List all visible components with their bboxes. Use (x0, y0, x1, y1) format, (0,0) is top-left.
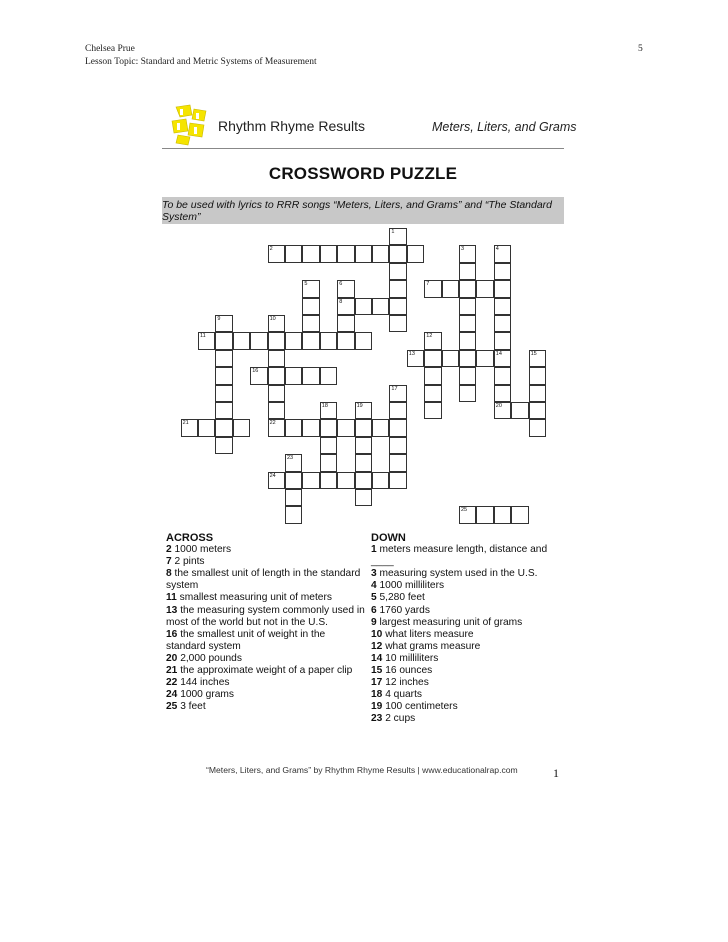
clue-text: 1000 meters (174, 544, 232, 556)
crossword-cell[interactable] (198, 332, 215, 349)
crossword-cell[interactable] (320, 437, 337, 454)
clue-item (371, 544, 561, 568)
clue-number: 7 (166, 556, 172, 568)
crossword-cell[interactable] (233, 332, 250, 349)
clue-item (371, 568, 561, 580)
clue-text: 1000 milliliters (379, 580, 445, 592)
cell-number: 13 (408, 350, 415, 357)
crossword-cell[interactable] (320, 367, 337, 384)
clue-item (166, 568, 366, 592)
clue-number: 4 (371, 580, 377, 592)
crossword-cell[interactable] (285, 245, 302, 262)
clue-item (166, 701, 366, 713)
crossword-cell[interactable] (215, 419, 232, 436)
clue-number: 1 (371, 544, 377, 556)
clue-item (371, 617, 561, 629)
clue-item (371, 713, 561, 725)
crossword-cell[interactable] (302, 298, 319, 315)
cell-number: 14 (495, 350, 502, 357)
clue-number: 22 (166, 677, 178, 689)
crossword-cell[interactable] (355, 298, 372, 315)
cell-number: 9 (217, 316, 221, 322)
clue-item (166, 665, 366, 677)
puzzle-title: CROSSWORD PUZZLE (268, 164, 458, 183)
crossword-cell[interactable] (389, 298, 406, 315)
clue-text: 12 inches (385, 677, 429, 689)
cell-number: 2 (269, 246, 273, 253)
crossword-cell[interactable] (459, 245, 476, 262)
crossword-cell[interactable] (494, 402, 511, 419)
clue-item (371, 605, 561, 617)
crossword-cell[interactable] (268, 350, 285, 367)
crossword-cell[interactable] (337, 419, 354, 436)
clue-text: 100 centimeters (385, 701, 458, 713)
clue-text: what liters measure (385, 628, 474, 640)
crossword-cell[interactable] (424, 402, 441, 419)
clue-item (166, 592, 366, 604)
clue-text: 2 cups (385, 713, 416, 725)
clue-item (166, 556, 366, 568)
crossword-cell[interactable] (494, 280, 511, 297)
crossword-cell[interactable] (181, 419, 198, 436)
crossword-cell[interactable] (355, 489, 372, 506)
clue-number: 25 (166, 701, 178, 713)
crossword-cell[interactable] (302, 245, 319, 262)
crossword-cell[interactable] (494, 332, 511, 349)
cell-number: 16 (252, 368, 259, 375)
crossword-cell[interactable] (407, 350, 424, 367)
clue-item (371, 665, 561, 677)
crossword-cell[interactable] (459, 385, 476, 402)
crossword-cell[interactable] (302, 419, 319, 436)
document-page-number: 1 (553, 766, 559, 780)
lesson-topic: Lesson Topic: Standard and Metric Systems of Measurement (85, 57, 317, 67)
clue-number: 10 (371, 628, 383, 640)
crossword-cell[interactable] (459, 367, 476, 384)
crossword-cell[interactable] (442, 280, 459, 297)
crossword-cell[interactable] (320, 472, 337, 489)
cell-number: 7 (426, 281, 430, 288)
crossword-cell[interactable] (285, 332, 302, 349)
cell-number: 21 (182, 420, 189, 427)
clue-item (371, 653, 561, 665)
cell-number: 20 (495, 403, 502, 409)
crossword-cell[interactable] (529, 402, 546, 419)
crossword-cell[interactable] (268, 367, 285, 384)
crossword-cell[interactable] (337, 472, 354, 489)
crossword-cell[interactable] (337, 332, 354, 349)
clue-number: 17 (371, 677, 383, 689)
crossword-cell[interactable] (459, 315, 476, 332)
clue-number: 19 (371, 701, 383, 713)
clue-number: 12 (371, 640, 383, 652)
clue-number: 2 (166, 544, 172, 556)
crossword-cell[interactable] (355, 454, 372, 471)
crossword-cell[interactable] (442, 350, 459, 367)
crossword-cell[interactable] (302, 367, 319, 384)
crossword-cell[interactable] (268, 402, 285, 419)
crossword-cell[interactable] (355, 332, 372, 349)
clue-item (371, 689, 561, 701)
crossword-cell[interactable] (302, 280, 319, 297)
crossword-cell[interactable] (389, 419, 406, 436)
crossword-cell[interactable] (372, 419, 389, 436)
cell-number: 8 (339, 298, 343, 305)
crossword-cell[interactable] (302, 315, 319, 332)
clue-number: 20 (166, 652, 178, 664)
crossword-cell[interactable] (250, 332, 267, 349)
cell-number: 5 (304, 281, 308, 288)
clue-item (371, 580, 561, 592)
crossword-cell[interactable] (494, 506, 511, 523)
crossword-cell[interactable] (337, 298, 354, 315)
clue-text: the smallest unit of weight in the standard system (166, 628, 326, 652)
crossword-cell[interactable] (424, 280, 441, 297)
crossword-cell[interactable] (494, 367, 511, 384)
crossword-cell[interactable] (268, 472, 285, 489)
crossword-cell[interactable] (424, 350, 441, 367)
crossword-cell[interactable] (285, 506, 302, 523)
crossword-cell[interactable] (476, 350, 493, 367)
crossword-cell[interactable] (355, 419, 372, 436)
clue-text: what grams measure (385, 640, 481, 652)
crossword-cell[interactable] (407, 245, 424, 262)
clue-number: 3 (371, 568, 377, 580)
crossword-cell[interactable] (476, 280, 493, 297)
clue-item (371, 629, 561, 641)
crossword-cell[interactable] (389, 263, 406, 280)
clue-number: 11 (166, 592, 177, 604)
crossword-cell[interactable] (302, 472, 319, 489)
cell-number: 15 (530, 350, 537, 357)
crossword-cell[interactable] (494, 385, 511, 402)
crossword-cell[interactable] (372, 245, 389, 262)
crossword-cell[interactable] (389, 280, 406, 297)
clue-number: 9 (371, 616, 377, 628)
crossword-cell[interactable] (529, 367, 546, 384)
crossword-cell[interactable] (459, 350, 476, 367)
crossword-cell[interactable] (389, 472, 406, 489)
cell-number: 3 (461, 246, 465, 253)
crossword-cell[interactable] (337, 280, 354, 297)
crossword-cell[interactable] (459, 280, 476, 297)
crossword-cell[interactable] (198, 419, 215, 436)
cell-number: 25 (461, 507, 468, 514)
page-number: 5 (638, 44, 643, 54)
crossword-cell[interactable] (337, 315, 354, 332)
crossword-cell[interactable] (320, 454, 337, 471)
crossword-cell[interactable] (529, 350, 546, 367)
clue-text: 2 pints (174, 556, 205, 568)
worksheet-subject: Meters, Liters, and Grams (432, 120, 577, 134)
cell-number: 12 (426, 333, 433, 340)
clue-number: 13 (166, 604, 178, 616)
clue-text: meters measure length, distance and ____ (371, 544, 548, 568)
clue-text: 144 inches (180, 677, 230, 689)
cell-number: 1 (391, 229, 395, 235)
clue-text: 1000 grams (180, 689, 234, 701)
across-heading: ACROSS (166, 532, 214, 544)
clue-text: the smallest unit of length in the standard system (166, 568, 361, 592)
cell-number: 17 (391, 385, 398, 392)
crossword-cell[interactable] (355, 245, 372, 262)
clue-number: 14 (371, 652, 383, 664)
clue-text: 3 feet (180, 701, 206, 713)
crossword-cell[interactable] (355, 402, 372, 419)
crossword-cell[interactable] (389, 228, 406, 245)
crossword-cell[interactable] (529, 419, 546, 436)
cell-number: 18 (321, 403, 328, 409)
crossword-cell[interactable] (320, 419, 337, 436)
clue-text: measuring system used in the U.S. (379, 568, 538, 580)
clue-text: 4 quarts (385, 689, 422, 701)
crossword-cell[interactable] (355, 437, 372, 454)
crossword-cell[interactable] (355, 472, 372, 489)
crossword-cell[interactable] (424, 367, 441, 384)
clue-text: 2,000 pounds (180, 652, 242, 664)
crossword-cell[interactable] (459, 506, 476, 523)
crossword-cell[interactable] (389, 245, 406, 262)
crossword-cell[interactable] (268, 332, 285, 349)
crossword-cell[interactable] (250, 367, 267, 384)
crossword-cell[interactable] (389, 454, 406, 471)
crossword-cell[interactable] (215, 437, 232, 454)
instructions-banner: To be used with lyrics to RRR songs “Meters, Liters, and Grams” and “The Standard System” (162, 197, 564, 224)
crossword-cell[interactable] (494, 298, 511, 315)
crossword-cell[interactable] (285, 419, 302, 436)
crossword-cell[interactable] (302, 332, 319, 349)
crossword-cell[interactable] (285, 472, 302, 489)
crossword-cell[interactable] (389, 315, 406, 332)
crossword-cell[interactable] (215, 315, 232, 332)
cell-number: 6 (339, 281, 343, 288)
brand-name: Rhythm Rhyme Results (218, 118, 366, 134)
clue-text: 5,280 feet (379, 592, 425, 604)
crossword-cell[interactable] (494, 245, 511, 262)
crossword-cell[interactable] (268, 245, 285, 262)
cell-number: 10 (269, 316, 276, 322)
crossword-cell[interactable] (320, 332, 337, 349)
clue-item (166, 653, 366, 665)
clue-number: 8 (166, 568, 172, 580)
crossword-cell[interactable] (285, 454, 302, 471)
clue-item (371, 677, 561, 689)
crossword-cell[interactable] (529, 385, 546, 402)
crossword-cell[interactable] (511, 402, 528, 419)
crossword-cell[interactable] (320, 402, 337, 419)
cell-number: 11 (200, 333, 206, 340)
crossword-cell[interactable] (268, 315, 285, 332)
crossword-cell[interactable] (372, 472, 389, 489)
crossword-cell[interactable] (215, 385, 232, 402)
cell-number: 24 (269, 472, 276, 479)
clue-item (371, 641, 561, 653)
crossword-cell[interactable] (285, 367, 302, 384)
crossword-cell[interactable] (511, 506, 528, 523)
author-name: Chelsea Prue (85, 44, 135, 54)
cell-number: 22 (269, 420, 276, 427)
cell-number: 19 (356, 403, 363, 409)
crossword-cell[interactable] (459, 298, 476, 315)
clue-number: 15 (371, 665, 383, 677)
crossword-cell[interactable] (215, 402, 232, 419)
clue-item (371, 701, 561, 713)
header-divider (162, 148, 564, 149)
crossword-cell[interactable] (459, 332, 476, 349)
across-clues (166, 532, 366, 713)
clue-text: the approximate weight of a paper clip (180, 665, 353, 677)
clue-item (371, 592, 561, 604)
cell-number: 23 (287, 455, 294, 462)
clue-number: 24 (166, 689, 178, 701)
crossword-cell[interactable] (494, 350, 511, 367)
crossword-cell[interactable] (268, 385, 285, 402)
clue-text: 16 ounces (385, 665, 433, 677)
clue-text: largest measuring unit of grams (379, 616, 523, 628)
crossword-cell[interactable] (285, 489, 302, 506)
crossword-cell[interactable] (320, 245, 337, 262)
crossword-cell[interactable] (215, 367, 232, 384)
clue-text: 1760 yards (379, 604, 430, 616)
crossword-cell[interactable] (337, 245, 354, 262)
crossword-cell[interactable] (215, 332, 232, 349)
clue-number: 5 (371, 592, 377, 604)
crossword-cell[interactable] (233, 419, 250, 436)
crossword-cell[interactable] (494, 315, 511, 332)
crossword-cell[interactable] (372, 298, 389, 315)
crossword-cell[interactable] (389, 385, 406, 402)
crossword-cell[interactable] (424, 332, 441, 349)
clue-number: 16 (166, 628, 178, 640)
down-heading: DOWN (371, 532, 406, 544)
clue-item (166, 544, 366, 556)
crossword-cell[interactable] (389, 402, 406, 419)
clue-number: 23 (371, 713, 383, 725)
crossword-cell[interactable] (389, 437, 406, 454)
clue-item (166, 677, 366, 689)
crossword-cell[interactable] (268, 419, 285, 436)
clue-item (166, 629, 366, 653)
down-clues (371, 532, 561, 726)
crossword-cell[interactable] (459, 263, 476, 280)
clue-item (166, 605, 366, 629)
footer-credit: “Meters, Liters, and Grams” by Rhythm Rhyme Results | www.educationalrap.com (206, 765, 518, 775)
crossword-cell[interactable] (424, 385, 441, 402)
crossword-cell[interactable] (494, 263, 511, 280)
clue-text: 10 milliliters (385, 652, 439, 664)
clue-number: 21 (166, 665, 178, 677)
clue-text: smallest measuring unit of meters (179, 592, 332, 604)
clue-number: 6 (371, 604, 377, 616)
clue-text: the measuring system commonly used in most of the world but not in the U.S. (166, 604, 365, 628)
cell-number: 4 (495, 246, 499, 253)
rrr-logo-icon (170, 103, 214, 147)
crossword-cell[interactable] (215, 350, 232, 367)
clue-number: 18 (371, 689, 383, 701)
clue-item (166, 689, 366, 701)
crossword-cell[interactable] (476, 506, 493, 523)
